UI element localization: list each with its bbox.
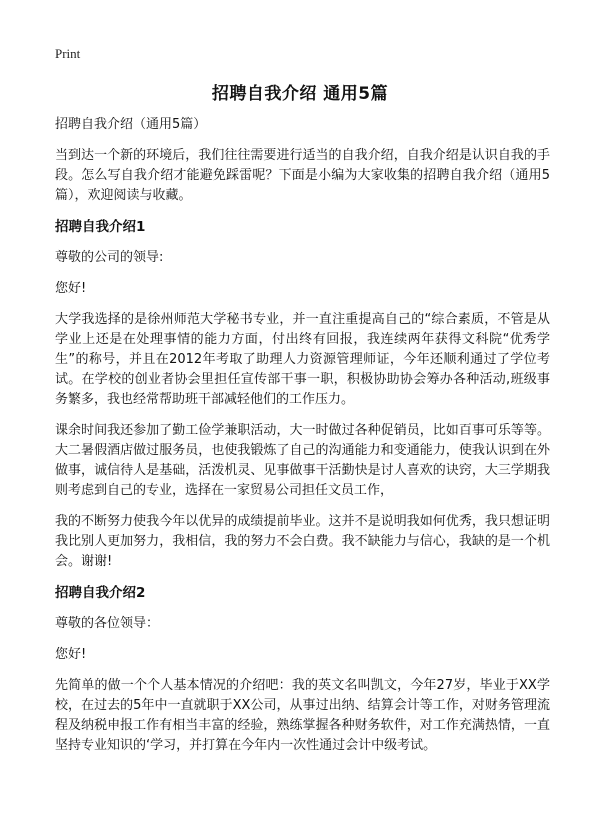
section-greeting: 您好!: [55, 647, 87, 662]
page-title: 招聘自我介绍 通用5篇: [211, 84, 389, 104]
section-paragraph: 我的不断努力使我今年以优异的成绩提前毕业。这并不是说明我如何优秀，我只想证明我比别人更加努力，我相信，我的努力不会白费。我不缺能力与信心，我缺的是一个机会。谢谢!: [55, 514, 550, 569]
section-salutation: 尊敬的各位领导：: [55, 616, 160, 631]
intro-subtitle: 招聘自我介绍（通用5篇）: [55, 117, 207, 132]
section-paragraph: 课余时间我还参加了勤工俭学兼职活动，大一时做过各种促销员，比如百事可乐等等。大二暑假酒店做过服务员，也使我锻炼了自己的沟通能力和变通能力，使我认识到在外做事，诚信待人是基础，活泼机灵、见事做事干活勤快是讨人喜欢的诀窍，大三学期我则考虑到自己的专业，选择在一家贸易公司担任文员工作，: [55, 423, 550, 498]
article-body: [55, 115, 550, 767]
section-salutation: 尊敬的公司的领导:: [55, 250, 164, 265]
print-link[interactable]: Print: [55, 46, 81, 61]
section-paragraph: 大学我选择的是徐州师范大学秘书专业，并一直注重提高自己的“综合素质，不管是从学业上还是在处理事情的能力方面，付出终有回报，我连续两年获得文科院“优秀学生”的称号，并且在2012年考取了助理人力资源管理师证，今年还顺利通过了学位考试。在学校的创业者协会里担任宣传部干事一职，积极协助协会筹办各种活动,班级事务繁多，我也经常帮助班干部减轻他们的工作压力。: [55, 312, 550, 407]
section-greeting: 您好!: [55, 281, 87, 296]
section-paragraph: 先简单的做一个个人基本情况的介绍吧：我的英文名叫凯文，今年27岁，毕业于XX学校，在过去的5年中一直就职于XX公司，从事过出纳、结算会计等工作，对财务管理流程及纳税申报工作有相当丰富的经验，熟练掌握各种财务软件，对工作充满热情，一直坚持专业知识的‘学习，并打算在今年内一次性通过会计中级考试。: [55, 678, 550, 753]
intro-paragraph: 当到达一个新的环境后，我们往往需要进行适当的自我介绍，自我介绍是认识自我的手段。怎么写自我介绍才能避免踩雷呢？下面是小编为大家收集的招聘自我介绍（通用5篇），欢迎阅读与收藏。: [55, 148, 550, 203]
section-heading: 招聘自我介绍2: [55, 585, 146, 601]
section-heading: 招聘自我介绍1: [55, 219, 146, 235]
